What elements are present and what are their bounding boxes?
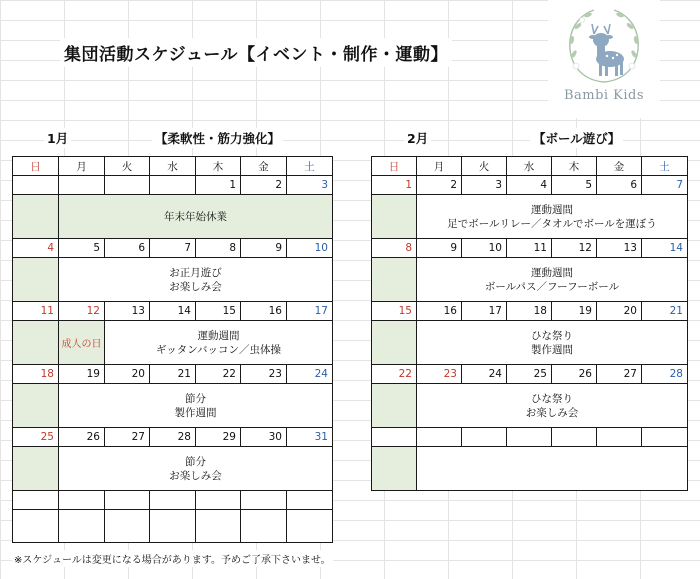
event-row	[372, 384, 688, 428]
date-row	[13, 365, 333, 384]
event-line: お楽しみ会	[169, 280, 222, 293]
event-cell	[417, 258, 688, 302]
weekday-wed: 水	[507, 157, 552, 176]
event-cell-sunday	[372, 195, 417, 239]
date-cell	[372, 428, 417, 447]
date-cell: 23	[417, 365, 462, 384]
date-cell	[417, 428, 462, 447]
date-cell: 7	[150, 239, 196, 258]
date-row	[13, 302, 333, 321]
empty-cell	[105, 510, 150, 543]
date-cell: 3	[287, 176, 333, 195]
event-cell	[59, 195, 333, 239]
empty-row	[13, 510, 333, 543]
event-cell-sunday	[13, 384, 59, 428]
date-cell: 11	[507, 239, 552, 258]
date-cell: 5	[552, 176, 597, 195]
date-cell: 19	[59, 365, 105, 384]
date-cell: 1	[196, 176, 241, 195]
empty-cell	[150, 510, 196, 543]
weekday-sun: 日	[372, 157, 417, 176]
date-cell: 28	[642, 365, 688, 384]
january-month-label: 1月	[44, 128, 71, 148]
empty-cell	[196, 491, 241, 510]
date-cell: 16	[241, 302, 287, 321]
date-cell: 22	[196, 365, 241, 384]
event-line: ギッタンバッコン／虫体操	[155, 343, 282, 356]
weekday-wed: 水	[150, 157, 196, 176]
logo-text: Bambi Kids	[563, 88, 645, 103]
january-theme: 【柔軟性・筋力強化】	[152, 128, 283, 148]
date-cell	[642, 428, 688, 447]
date-cell: 7	[642, 176, 688, 195]
event-line: お楽しみ会	[525, 406, 579, 419]
event-line: 運動週間	[197, 329, 240, 342]
event-row	[13, 258, 333, 302]
empty-cell	[59, 510, 105, 543]
event-row	[13, 384, 333, 428]
february-theme: 【ボール遊び】	[530, 128, 623, 148]
empty-cell	[150, 491, 196, 510]
date-cell: 20	[105, 365, 150, 384]
date-cell: 27	[105, 428, 150, 447]
event-cell-sunday	[13, 321, 59, 365]
date-row	[372, 176, 688, 195]
date-row	[13, 428, 333, 447]
date-cell: 24	[287, 365, 333, 384]
event-line: 年末年始休業	[164, 210, 227, 223]
event-cell-sunday	[13, 447, 59, 491]
event-cell-sunday	[372, 384, 417, 428]
event-line: 節分	[185, 392, 206, 405]
event-row	[13, 447, 333, 491]
date-cell: 31	[287, 428, 333, 447]
date-cell: 22	[372, 365, 417, 384]
event-cell-sunday	[372, 258, 417, 302]
date-cell: 14	[150, 302, 196, 321]
event-row	[372, 447, 688, 491]
date-cell: 13	[105, 302, 150, 321]
date-cell: 25	[13, 428, 59, 447]
date-cell: 26	[59, 428, 105, 447]
weekday-header-row	[13, 157, 333, 176]
date-cell: 15	[196, 302, 241, 321]
date-cell: 24	[462, 365, 507, 384]
date-cell	[507, 428, 552, 447]
date-cell: 6	[105, 239, 150, 258]
empty-cell	[241, 491, 287, 510]
date-cell: 15	[372, 302, 417, 321]
weekday-sat: 土	[287, 157, 333, 176]
date-cell: 2	[417, 176, 462, 195]
empty-cell	[13, 491, 59, 510]
date-cell: 2	[241, 176, 287, 195]
february-calendar	[371, 156, 688, 491]
event-row	[13, 321, 333, 365]
date-cell: 11	[13, 302, 59, 321]
event-cell	[417, 447, 688, 491]
empty-cell	[287, 491, 333, 510]
deer-wreath-icon	[562, 4, 646, 88]
date-row	[372, 428, 688, 447]
event-line: 運動週間	[531, 266, 573, 279]
event-cell	[417, 195, 688, 239]
date-cell: 4	[13, 239, 59, 258]
date-cell: 13	[597, 239, 642, 258]
weekday-thu: 木	[552, 157, 597, 176]
empty-row	[13, 491, 333, 510]
event-cell-sunday	[372, 321, 417, 365]
date-cell	[59, 176, 105, 195]
weekday-mon: 月	[417, 157, 462, 176]
event-cell	[59, 384, 333, 428]
date-cell: 20	[597, 302, 642, 321]
event-line: 運動週間	[531, 203, 573, 216]
empty-cell	[287, 510, 333, 543]
date-cell: 27	[597, 365, 642, 384]
date-cell: 18	[507, 302, 552, 321]
event-cell-sunday	[13, 258, 59, 302]
date-cell: 26	[552, 365, 597, 384]
date-cell	[150, 176, 196, 195]
date-cell: 29	[196, 428, 241, 447]
event-line: ひな祭り	[531, 329, 573, 342]
date-cell: 3	[462, 176, 507, 195]
event-line: お楽しみ会	[169, 469, 222, 482]
date-cell: 14	[642, 239, 688, 258]
date-cell: 21	[642, 302, 688, 321]
empty-cell	[241, 510, 287, 543]
weekday-tue: 火	[462, 157, 507, 176]
weekday-sun: 日	[13, 157, 59, 176]
date-cell: 4	[507, 176, 552, 195]
date-cell	[13, 176, 59, 195]
date-cell: 12	[59, 302, 105, 321]
event-line: 製作週間	[174, 406, 217, 419]
date-cell: 30	[241, 428, 287, 447]
event-cell	[59, 447, 333, 491]
january-calendar	[12, 156, 333, 543]
event-line: ボールパス／フーフーボール	[484, 280, 620, 293]
date-cell: 28	[150, 428, 196, 447]
date-cell: 18	[13, 365, 59, 384]
weekday-tue: 火	[105, 157, 150, 176]
date-cell: 19	[552, 302, 597, 321]
event-line: お正月遊び	[169, 266, 222, 279]
event-line: 足でボールリレー／タオルでボールを運ぼう	[447, 217, 657, 230]
weekday-fri: 金	[241, 157, 287, 176]
empty-cell	[105, 491, 150, 510]
date-row	[372, 302, 688, 321]
event-row	[372, 258, 688, 302]
empty-cell	[13, 510, 59, 543]
date-cell: 21	[150, 365, 196, 384]
holiday-note: 成人の日	[59, 321, 105, 365]
weekday-header-row	[372, 157, 688, 176]
empty-cell	[59, 491, 105, 510]
date-row	[372, 365, 688, 384]
event-line: ひな祭り	[531, 392, 573, 405]
date-row	[372, 239, 688, 258]
event-line: 製作週間	[531, 343, 573, 356]
document-title: 集団活動スケジュール【イベント・制作・運動】	[60, 38, 452, 67]
bambi-kids-logo	[548, 0, 660, 118]
date-cell: 1	[372, 176, 417, 195]
date-cell: 5	[59, 239, 105, 258]
weekday-thu: 木	[196, 157, 241, 176]
date-row	[13, 239, 333, 258]
date-cell: 8	[372, 239, 417, 258]
event-row	[372, 195, 688, 239]
weekday-sat: 土	[642, 157, 688, 176]
date-row	[13, 176, 333, 195]
date-cell	[462, 428, 507, 447]
date-cell: 10	[462, 239, 507, 258]
date-cell: 12	[552, 239, 597, 258]
event-cell	[417, 321, 688, 365]
event-row	[13, 195, 333, 239]
event-cell	[417, 384, 688, 428]
event-cell	[105, 321, 333, 365]
date-cell	[597, 428, 642, 447]
date-cell: 10	[287, 239, 333, 258]
event-cell	[59, 258, 333, 302]
footnote: ※スケジュールは変更になる場合があります。予めご了承下さいませ。	[12, 550, 333, 567]
date-cell: 9	[417, 239, 462, 258]
date-cell	[105, 176, 150, 195]
event-cell-sunday	[372, 447, 417, 491]
date-cell: 17	[287, 302, 333, 321]
date-cell: 23	[241, 365, 287, 384]
weekday-mon: 月	[59, 157, 105, 176]
weekday-fri: 金	[597, 157, 642, 176]
event-cell-sunday	[13, 195, 59, 239]
date-cell: 9	[241, 239, 287, 258]
date-cell: 8	[196, 239, 241, 258]
empty-cell	[196, 510, 241, 543]
date-cell: 6	[597, 176, 642, 195]
date-cell: 17	[462, 302, 507, 321]
event-line: 節分	[185, 455, 206, 468]
date-cell	[552, 428, 597, 447]
february-month-label: 2月	[404, 128, 431, 148]
date-cell: 25	[507, 365, 552, 384]
event-row	[372, 321, 688, 365]
date-cell: 16	[417, 302, 462, 321]
